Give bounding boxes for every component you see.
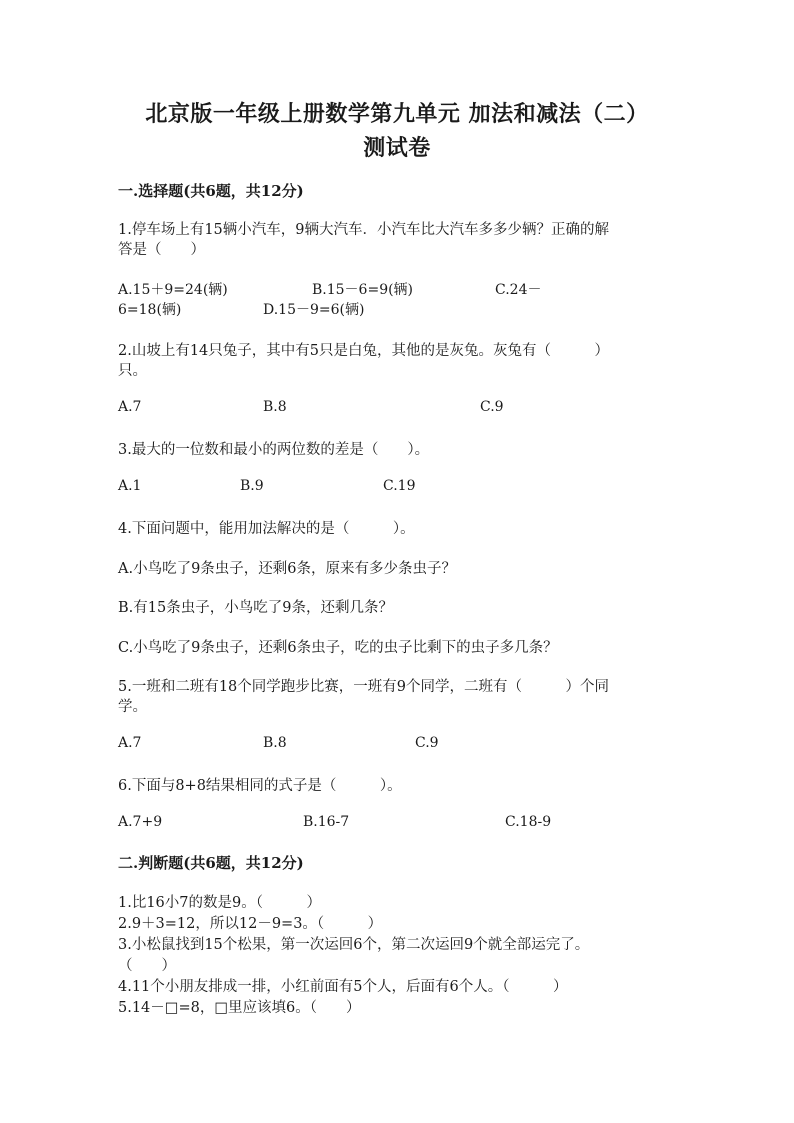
question-4-option-a: A.小鸟吃了9条虫子，还剩6条，原来有多少条虫子？ [118, 561, 457, 577]
question-1-option-a: A.15＋9=24(辆) [118, 282, 228, 298]
question-6-option-b: B.16-7 [303, 814, 350, 830]
judgment-item-3: 3.小松鼠找到15个松果，第一次运回6个，第二次运回9个就全部运完了。 [118, 937, 590, 953]
judgment-item-4: 4.11个小朋友排成一排，小红前面有5个人，后面有6个人。（ ） [118, 979, 568, 995]
judgment-item-2: 2.9＋3=12，所以12－9=3。（ ） [118, 916, 383, 932]
question-2-text-cont: 只。 [118, 363, 147, 379]
question-5-option-a: A.7 [118, 735, 142, 751]
question-4-option-c: C.小鸟吃了9条虫子，还剩6条虫子，吃的虫子比剩下的虫子多几条？ [118, 640, 558, 656]
question-4-option-b: B.有15条虫子，小鸟吃了9条，还剩几条？ [118, 600, 393, 616]
question-3-option-a: A.1 [118, 478, 142, 494]
question-6-text: 6.下面与8+8结果相同的式子是（ ）。 [118, 778, 402, 794]
question-3-text: 3.最大的一位数和最小的两位数的差是（ ）。 [118, 442, 430, 458]
question-4-text: 4.下面问题中，能用加法解决的是（ ）。 [118, 521, 415, 537]
question-1-text: 1.停车场上有15辆小汽车，9辆大汽车．小汽车比大汽车多多少辆？正确的解 [118, 222, 610, 238]
question-1-option-d: D.15－9=6(辆) [263, 302, 365, 318]
question-5-option-b: B.8 [263, 735, 287, 751]
section-heading-choice: 一.选择题(共6题，共12分) [118, 182, 304, 200]
page-title-line1: 北京版一年级上册数学第九单元 加法和减法（二） [145, 101, 649, 127]
question-6-option-a: A.7+9 [118, 814, 163, 830]
question-2-text: 2.山坡上有14只兔子，其中有5只是白兔，其他的是灰兔。灰兔有（ ） [118, 343, 610, 359]
question-3-option-b: B.9 [240, 478, 264, 494]
question-1-option-c: C.24－ [495, 282, 542, 298]
judgment-item-3-cont: （ ） [118, 958, 176, 974]
question-2-option-a: A.7 [118, 399, 142, 415]
question-2-option-b: B.8 [263, 399, 287, 415]
question-2-option-c: C.9 [480, 399, 504, 415]
question-3-option-c: C.19 [383, 478, 416, 494]
page-title-line2: 测试卷 [363, 135, 431, 161]
question-1-option-c-cont: 6=18(辆) [118, 302, 182, 318]
question-1-text-cont: 答是（ ） [118, 242, 205, 258]
question-5-option-c: C.9 [415, 735, 439, 751]
judgment-item-5: 5.14－□=8，□里应该填6。（ ） [118, 1000, 361, 1016]
question-5-text-cont: 学。 [118, 699, 147, 715]
question-6-option-c: C.18-9 [505, 814, 552, 830]
question-1-option-b: B.15－6=9(辆) [312, 282, 414, 298]
judgment-item-1: 1.比16小7的数是9。（ ） [118, 895, 321, 911]
section-heading-judgment: 二.判断题(共6题，共12分) [118, 854, 304, 872]
question-5-text: 5.一班和二班有18个同学跑步比赛，一班有9个同学，二班有（ ）个同 [118, 679, 610, 695]
